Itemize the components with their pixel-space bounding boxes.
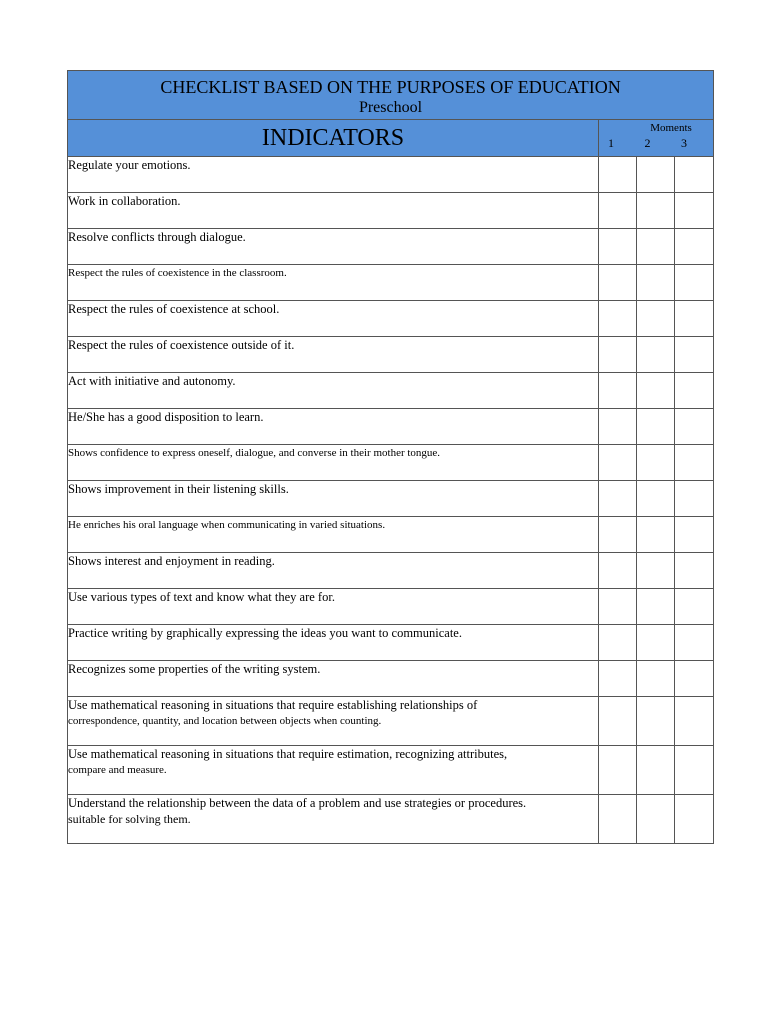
- indicator-text-line-2: correspondence, quantity, and location between objects when counting.: [68, 715, 382, 727]
- moments-label: Moments: [650, 122, 692, 134]
- moment-1-check[interactable]: [599, 661, 637, 697]
- indicator-text-line-1: Use mathematical reasoning in situations that require establishing relationships of: [68, 698, 478, 712]
- indicator-text: Practice writing by graphically expressing the ideas you want to communicate.: [68, 625, 599, 661]
- moment-3-check[interactable]: [675, 795, 714, 844]
- indicator-text: Shows confidence to express oneself, dialogue, and converse in their mother tongue.: [68, 445, 599, 481]
- moment-2-check[interactable]: [637, 697, 675, 746]
- moment-2-check[interactable]: [637, 517, 675, 553]
- moment-3-check[interactable]: [675, 229, 714, 265]
- moment-2-label: 2: [644, 136, 651, 150]
- indicator-text: He enriches his oral language when communicating in varied situations.: [68, 517, 599, 553]
- moment-2-check[interactable]: [637, 746, 675, 795]
- page-subtitle: Preschool: [358, 98, 423, 116]
- moment-3-check[interactable]: [675, 517, 714, 553]
- moment-3-check[interactable]: [675, 553, 714, 589]
- moment-1-check[interactable]: [599, 301, 637, 337]
- indicator-text: [68, 697, 599, 746]
- indicators-header: INDICATORS: [68, 120, 599, 157]
- indicator-text-line-2: suitable for solving them.: [68, 812, 191, 826]
- moment-3-check[interactable]: [675, 265, 714, 301]
- moment-3-check[interactable]: [675, 409, 714, 445]
- moment-2-check[interactable]: [637, 265, 675, 301]
- moment-1-check[interactable]: [599, 265, 637, 301]
- indicator-text: He/She has a good disposition to learn.: [68, 409, 599, 445]
- moments-header: [599, 120, 714, 157]
- table-row: [68, 795, 714, 844]
- moment-3-check[interactable]: [675, 589, 714, 625]
- table-row: [68, 553, 714, 589]
- moment-1-check[interactable]: [599, 409, 637, 445]
- indicator-text: Recognizes some properties of the writing system.: [68, 661, 599, 697]
- moment-2-check[interactable]: [637, 373, 675, 409]
- table-row: [68, 697, 714, 746]
- table-row: [68, 589, 714, 625]
- moment-2-check[interactable]: [637, 625, 675, 661]
- indicator-text: [68, 795, 599, 844]
- indicator-text: Respect the rules of coexistence at school.: [68, 301, 599, 337]
- moment-1-check[interactable]: [599, 337, 637, 373]
- moment-2-check[interactable]: [637, 795, 675, 844]
- moment-3-check[interactable]: [675, 746, 714, 795]
- table-row: [68, 625, 714, 661]
- table-row: [68, 193, 714, 229]
- table-row: [68, 337, 714, 373]
- moment-3-check[interactable]: [675, 157, 714, 193]
- table-row: [68, 409, 714, 445]
- moment-2-check[interactable]: [637, 193, 675, 229]
- table-row: [68, 265, 714, 301]
- moment-3-check[interactable]: [675, 445, 714, 481]
- moment-1-check[interactable]: [599, 373, 637, 409]
- moment-3-check[interactable]: [675, 337, 714, 373]
- indicator-text: Work in collaboration.: [68, 193, 599, 229]
- moment-3-check[interactable]: [675, 301, 714, 337]
- moment-3-check[interactable]: [675, 661, 714, 697]
- moments-numbers: [599, 135, 713, 150]
- moment-1-check[interactable]: [599, 697, 637, 746]
- indicator-text: Shows improvement in their listening skills.: [68, 481, 599, 517]
- moment-1-check[interactable]: [599, 589, 637, 625]
- table-row: [68, 661, 714, 697]
- indicator-text: [68, 746, 599, 795]
- table-row: [68, 301, 714, 337]
- moment-1-check[interactable]: [599, 481, 637, 517]
- moment-1-check[interactable]: [599, 553, 637, 589]
- moment-2-check[interactable]: [637, 157, 675, 193]
- indicator-text-line-2: compare and measure.: [68, 764, 167, 776]
- checklist-table: [67, 70, 714, 844]
- moment-1-check[interactable]: [599, 229, 637, 265]
- moment-1-check[interactable]: [599, 625, 637, 661]
- moment-2-check[interactable]: [637, 445, 675, 481]
- indicator-text: Respect the rules of coexistence outside of it.: [68, 337, 599, 373]
- moment-2-check[interactable]: [637, 589, 675, 625]
- table-row: [68, 746, 714, 795]
- moment-2-check[interactable]: [637, 409, 675, 445]
- table-row: [68, 229, 714, 265]
- indicator-text: Shows interest and enjoyment in reading.: [68, 553, 599, 589]
- indicator-text: Use various types of text and know what they are for.: [68, 589, 599, 625]
- title-row: [68, 71, 714, 120]
- moment-2-check[interactable]: [637, 553, 675, 589]
- indicator-text: Respect the rules of coexistence in the classroom.: [68, 265, 599, 301]
- moment-1-label: 1: [608, 136, 614, 150]
- moment-2-check[interactable]: [637, 661, 675, 697]
- table-row: [68, 157, 714, 193]
- moment-1-check[interactable]: [599, 157, 637, 193]
- moment-3-check[interactable]: [675, 193, 714, 229]
- moment-2-check[interactable]: [637, 337, 675, 373]
- table-row: [68, 373, 714, 409]
- moment-3-check[interactable]: [675, 481, 714, 517]
- moment-1-check[interactable]: [599, 517, 637, 553]
- indicator-text-line-1: Understand the relationship between the data of a problem and use strategies or procedures.: [68, 796, 527, 810]
- moment-2-check[interactable]: [637, 481, 675, 517]
- moment-2-check[interactable]: [637, 229, 675, 265]
- title-cell: [68, 71, 714, 120]
- indicator-text-line-1: Use mathematical reasoning in situations that require estimation, recognizing attributes,: [68, 747, 508, 761]
- table-row: [68, 481, 714, 517]
- moment-1-check[interactable]: [599, 193, 637, 229]
- moment-1-check[interactable]: [599, 795, 637, 844]
- moment-3-label: 3: [681, 136, 687, 150]
- page-title: CHECKLIST BASED ON THE PURPOSES OF EDUCATION: [160, 76, 621, 97]
- indicator-text: Act with initiative and autonomy.: [68, 373, 599, 409]
- moment-3-check[interactable]: [675, 373, 714, 409]
- table-row: [68, 445, 714, 481]
- moment-1-check[interactable]: [599, 445, 637, 481]
- indicator-text: Resolve conflicts through dialogue.: [68, 229, 599, 265]
- table-row: [68, 517, 714, 553]
- column-header-row: [68, 120, 714, 157]
- moment-2-check[interactable]: [637, 301, 675, 337]
- moment-1-check[interactable]: [599, 746, 637, 795]
- moment-3-check[interactable]: [675, 697, 714, 746]
- moment-3-check[interactable]: [675, 625, 714, 661]
- indicator-text: Regulate your emotions.: [68, 157, 599, 193]
